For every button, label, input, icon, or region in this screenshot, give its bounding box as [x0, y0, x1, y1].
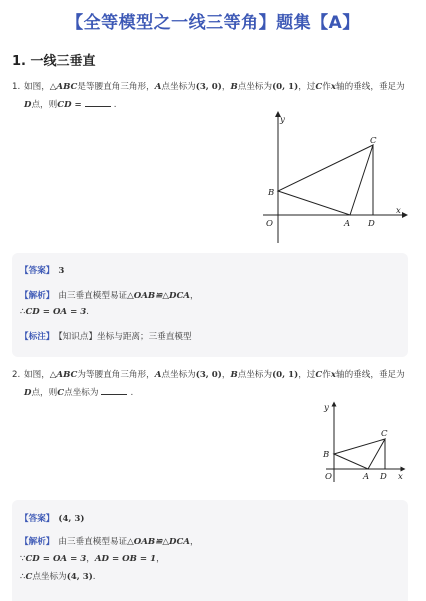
math: A: [154, 370, 162, 380]
document-title: 【全等模型之一线三等角】题集【A】: [66, 13, 360, 33]
label-a: A: [344, 219, 351, 229]
math: C: [57, 388, 65, 398]
analysis-row: [20, 535, 199, 549]
math: AD = OB = 1: [94, 554, 157, 564]
text: ，过: [298, 82, 316, 92]
math: C: [315, 82, 323, 92]
analysis-tag: 【解析】: [20, 537, 55, 547]
conclusion-row: [20, 570, 96, 584]
text: ，: [86, 554, 95, 564]
text: 是等腰直角三角形，: [77, 82, 155, 92]
label-o: O: [325, 472, 332, 482]
label-o: O: [266, 219, 273, 229]
text: 点坐标为: [161, 82, 196, 92]
text: .: [86, 307, 89, 317]
answer-tag: 【答案】: [20, 266, 55, 276]
analysis-row: [20, 289, 199, 303]
math: (3, 0): [195, 82, 222, 92]
question-number: 1.: [12, 82, 21, 92]
therefore-symbol: ∴: [20, 307, 26, 317]
text: 轴的垂线，垂足为: [335, 370, 405, 380]
section-heading: 1. 一线三垂直: [12, 54, 96, 69]
math: (0, 1): [272, 370, 299, 380]
text: ，: [221, 82, 231, 92]
label-x: x: [398, 472, 403, 482]
text: 由三垂直模型易证: [58, 291, 128, 301]
math: C: [315, 370, 323, 380]
math: △ABC: [49, 82, 78, 92]
text: ，: [221, 370, 231, 380]
text: 点坐标为: [237, 370, 273, 380]
math: CD = OA = 3: [25, 307, 87, 317]
text: 为等腰直角三角形，: [77, 370, 155, 380]
because-symbol: ∵: [20, 554, 26, 564]
math: △OAB≌△DCA: [127, 291, 190, 301]
text: 作: [322, 370, 331, 380]
text: ，: [189, 291, 199, 301]
question-2-figure: [318, 398, 408, 488]
text: 如图，: [24, 82, 50, 92]
question-1-line-1: [12, 78, 405, 96]
math: (4, 3): [66, 572, 93, 582]
note-tag: 【标注】: [20, 332, 55, 342]
label-x: x: [396, 206, 401, 216]
text: 作: [322, 82, 331, 92]
math: A: [154, 82, 162, 92]
math: CD =: [57, 100, 82, 110]
math: x: [330, 82, 336, 92]
question-number: 2.: [12, 370, 21, 380]
text: .: [130, 388, 134, 398]
answer-blank: [101, 385, 127, 395]
label-b: B: [268, 188, 275, 198]
text: ，: [189, 537, 199, 547]
analysis-tag: 【解析】: [20, 291, 55, 301]
answer-row: [20, 512, 84, 526]
math: (3, 0): [195, 370, 222, 380]
text: 点坐标为: [161, 370, 196, 380]
label-d: D: [380, 472, 387, 482]
answer-1-box: [12, 253, 408, 357]
question-2-line-1: [12, 366, 405, 384]
because-row: [20, 552, 165, 566]
math: △ABC: [49, 370, 78, 380]
text: 点，则: [31, 388, 58, 398]
math: CD = OA = 3: [25, 554, 87, 564]
triangle-abc: [334, 439, 385, 469]
triangle-abc: [278, 145, 373, 215]
text: ，: [156, 554, 165, 564]
label-a: A: [363, 472, 370, 482]
answer-row: [20, 264, 64, 278]
answer-2-box: [12, 500, 408, 601]
math: x: [330, 370, 336, 380]
question-1-figure: [255, 108, 415, 248]
label-d: D: [368, 219, 375, 229]
math: D: [24, 388, 32, 398]
answer-value: 3: [58, 266, 65, 276]
math: C: [25, 572, 33, 582]
text: 如图，: [24, 370, 50, 380]
therefore-symbol: ∴: [20, 572, 26, 582]
label-c: C: [370, 136, 377, 146]
note-row: [20, 330, 192, 344]
question-2: [12, 366, 405, 402]
answer-value: (4, 3): [58, 514, 85, 524]
text: 点坐标为: [64, 388, 99, 398]
math: B: [230, 370, 238, 380]
math: B: [230, 82, 238, 92]
math: △OAB≌△DCA: [127, 537, 190, 547]
label-y: y: [324, 403, 329, 413]
text: 点坐标为: [237, 82, 273, 92]
conclusion-row: [20, 305, 89, 319]
text: 点，则: [31, 100, 58, 110]
label-b: B: [323, 450, 330, 460]
text: .: [113, 100, 117, 110]
answer-blank: [85, 97, 111, 107]
math: D: [24, 100, 32, 110]
text: 点坐标为: [32, 572, 67, 582]
label-y: y: [280, 115, 285, 125]
text: 由三垂直模型易证: [58, 537, 128, 547]
math: (0, 1): [272, 82, 299, 92]
text: ，过: [298, 370, 316, 380]
answer-tag: 【答案】: [20, 514, 55, 524]
text: .: [92, 572, 96, 582]
label-c: C: [381, 429, 388, 439]
note-text: 【知识点】坐标与距离；三垂直模型: [58, 332, 192, 342]
text: 轴的垂线，垂足为: [335, 82, 405, 92]
